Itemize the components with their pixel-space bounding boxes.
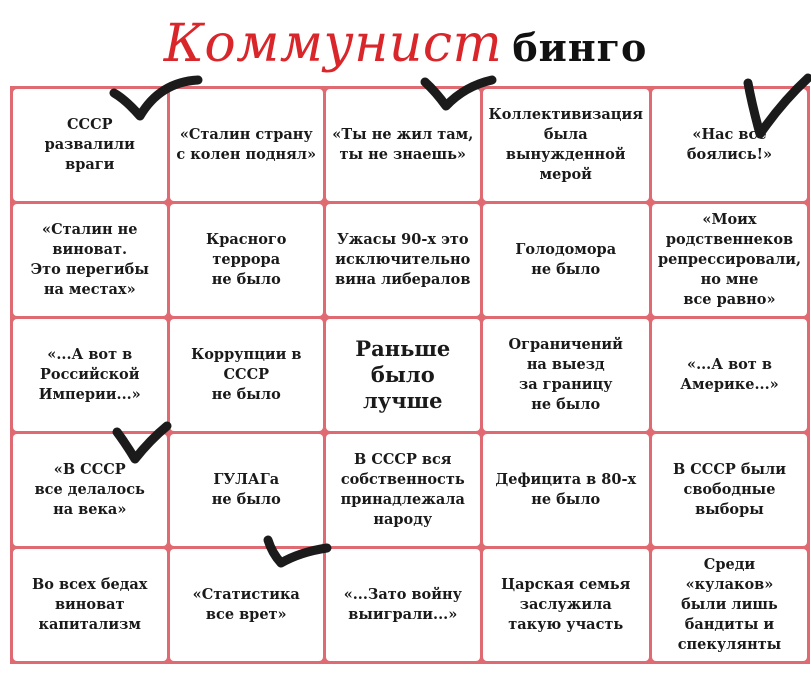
bingo-cell-r2c5[interactable]: «Моих родственнеков репрессировали, но мне все равно» xyxy=(652,204,807,316)
bingo-cell-r5c1[interactable]: Во всех бедах виноват капитализм xyxy=(13,549,167,661)
bingo-cell-center[interactable]: Раньше было лучше xyxy=(326,319,480,431)
bingo-cell-r4c3[interactable]: В СССР вся собственность принадлежала народу xyxy=(326,434,480,546)
bingo-cell-r3c4[interactable]: Ограничений на выезд за границу не было xyxy=(483,319,649,431)
bingo-cell-r1c1[interactable]: СССР развалили враги xyxy=(13,89,167,201)
bingo-cell-r4c4[interactable]: Дефицита в 80-х не было xyxy=(483,434,649,546)
bingo-cell-r3c1[interactable]: «...А вот в Российской Империи...» xyxy=(13,319,167,431)
bingo-cell-r4c5[interactable]: В СССР были свободные выборы xyxy=(652,434,807,546)
bingo-cell-r3c2[interactable]: Коррупции в СССР не было xyxy=(170,319,324,431)
bingo-cell-r1c5[interactable]: «Нас все боялись!» xyxy=(652,89,807,201)
bingo-cell-r4c2[interactable]: ГУЛАГа не было xyxy=(170,434,324,546)
title-communist: Коммунист xyxy=(163,14,503,74)
bingo-cell-r2c2[interactable]: Красного террора не было xyxy=(170,204,324,316)
bingo-cell-r2c3[interactable]: Ужасы 90-х это исключительно вина либералов xyxy=(326,204,480,316)
bingo-cell-r2c4[interactable]: Голодомора не было xyxy=(483,204,649,316)
bingo-cell-r1c3[interactable]: «Ты не жил там, ты не знаешь» xyxy=(326,89,480,201)
title-bingo: бинго xyxy=(512,25,648,70)
bingo-title xyxy=(0,14,811,84)
bingo-cell-r1c2[interactable]: «Сталин страну с колен поднял» xyxy=(170,89,324,201)
bingo-cell-r5c2[interactable]: «Статистика все врет» xyxy=(170,549,324,661)
bingo-cell-r5c3[interactable]: «...Зато войну выиграли...» xyxy=(326,549,480,661)
bingo-cell-r2c1[interactable]: «Сталин не виноват. Это перегибы на местах» xyxy=(13,204,167,316)
bingo-grid xyxy=(10,86,810,664)
bingo-cell-r4c1[interactable]: «В СССР все делалось на века» xyxy=(13,434,167,546)
bingo-cell-r5c4[interactable]: Царская семья заслужила такую участь xyxy=(483,549,649,661)
bingo-cell-r5c5[interactable]: Среди «кулаков» были лишь бандиты и спекулянты xyxy=(652,549,807,661)
bingo-cell-r1c4[interactable]: Коллективизация была вынужденной мерой xyxy=(483,89,649,201)
bingo-cell-r3c5[interactable]: «...А вот в Америке...» xyxy=(652,319,807,431)
